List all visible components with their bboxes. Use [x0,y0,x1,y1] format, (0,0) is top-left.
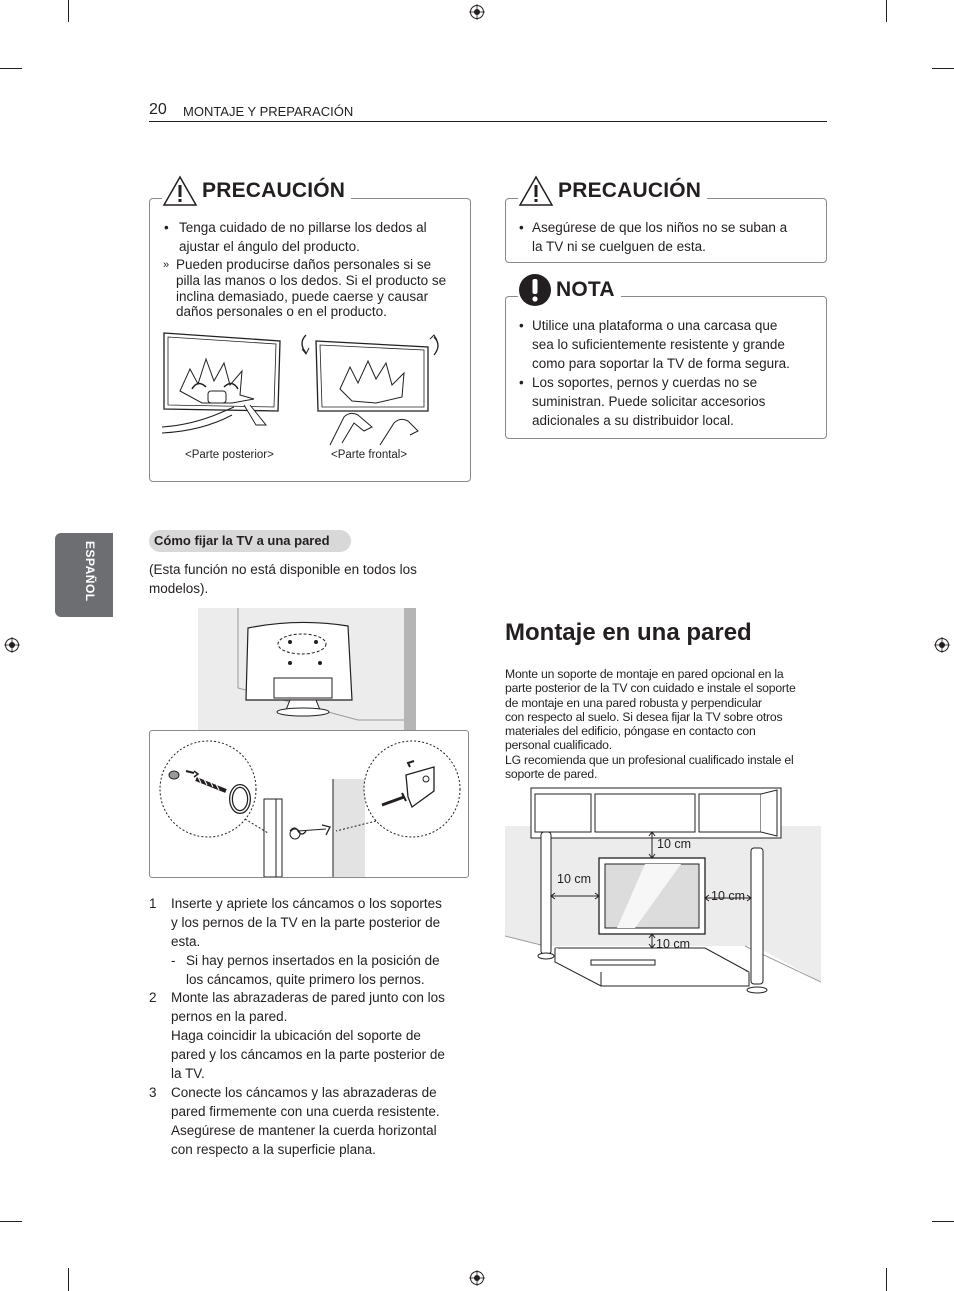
step-line: los cáncamos, quite primero los pernos. [186,972,425,987]
clearance-bottom-label: 10 cm [656,937,691,951]
step-line: Haga coincidir la ubicación del soporte de [171,1028,421,1043]
crop-mark [932,68,954,69]
note-line: sea lo suficientemente resistente y grande [532,337,785,352]
caution-subtext-line: daños personales o en el producto. [176,304,387,320]
step-line: Si hay pernos insertados en la posición de [186,953,440,968]
note-title: NOTA [556,278,615,301]
intro-line: modelos). [149,581,209,596]
step-line: con respecto a la superficie plana. [171,1142,376,1157]
tv-wall-illustration [198,608,416,730]
clearance-right-label: 10 cm [711,889,746,903]
caution-title: PRECAUCIÓN [202,179,346,202]
step-line: pernos en la pared. [171,1009,288,1024]
wall-mount-title: Montaje en una pared [505,619,752,646]
hardware-illustration-box [149,730,469,878]
step-text [171,1083,440,1159]
wall-mount-clearance-illustration [505,786,821,998]
registration-mark-icon [469,4,485,20]
subsection-pill: Cómo fijar la TV a una pared [149,530,351,552]
note-line: adicionales a su distribuidor local. [532,413,734,428]
step-line: y los pernos de la TV en la parte posterior de [171,915,441,930]
registration-mark-icon [4,637,20,653]
crop-mark [0,1221,22,1222]
caption-front: <Parte frontal> [331,449,408,461]
step-line: Monte las abrazaderas de pared junto con los [171,990,445,1005]
warning-triangle-icon [162,175,198,207]
clearance-left-label: 10 cm [557,872,592,886]
note-box [505,278,827,439]
warning-triangle-icon [518,175,554,207]
note-line: Los soportes, pernos y cuerdas no se [532,375,758,390]
paragraph-line: parte posterior de la TV con cuidado e instale el soporte [505,681,796,696]
step-text [171,894,442,951]
caution-subtext-line: pilla las manos o los dedos. Si el producto se [176,272,447,288]
step-line: pared firmemente con una cuerda resistente. [171,1104,440,1119]
caution-text: Tenga cuidado de no pillarse los dedos al [179,220,427,235]
header-rule [149,121,827,122]
step-line: Inserte y apriete los cáncamos o los soportes [171,896,442,911]
step-text [171,988,445,1083]
paragraph-line: personal cualificado. [505,738,612,753]
step-number: 1 [149,896,157,911]
crop-mark [0,68,22,69]
note-heading [518,273,621,307]
caution-box-right [505,179,827,263]
tv-rear-pinch-illustration [162,329,282,437]
crop-mark [932,1221,954,1222]
note-line: suministran. Puede solicitar accesorios [532,394,766,409]
caution-text: Asegúrese de que los niños no se suban a [532,220,788,235]
registration-mark-icon [469,1270,485,1286]
crop-mark [68,0,69,22]
step-line: Asegúrese de mantener la cuerda horizontal [171,1123,437,1138]
intro-line: (Esta función no está disponible en todos los [149,562,417,577]
step-number: 2 [149,990,157,1005]
note-line: como para soportar la TV de forma segura. [532,356,790,371]
wall-mount-paragraph [505,667,827,781]
crop-mark [886,0,887,22]
wall-fix-intro [149,560,417,598]
bullet-icon: • [519,220,524,235]
eyebolt-bracket-illustration [150,731,468,877]
caution-title: PRECAUCIÓN [558,179,702,202]
caution-box-left [149,179,471,482]
section-title: MONTAJE Y PREPARACIÓN [183,104,354,119]
clearance-top-label: 10 cm [657,837,692,851]
paragraph-line: soporte de pared. [505,767,598,782]
paragraph-line: LG recomienda que un profesional cualificado instale el [505,752,794,767]
crop-mark [68,1268,69,1291]
bullet-icon: • [519,375,524,390]
caution-heading [518,175,707,207]
sub-marker: » [163,259,170,271]
crop-mark [886,1268,887,1291]
step-line: la TV. [171,1066,205,1081]
caution-subtext-line: inclina demasiado, puede caerse y causar [176,288,429,304]
step-number: 3 [149,1085,157,1100]
bullet-icon: • [164,220,169,235]
step-text [186,951,440,989]
note-text [532,316,790,373]
exclamation-icon [518,273,552,307]
note-line: Utilice una plataforma o una carcasa que [532,318,778,333]
note-text [532,373,765,430]
step-line: Conecte los cáncamos y las abrazaderas de [171,1085,437,1100]
caution-text: ajustar el ángulo del producto. [179,239,360,254]
paragraph-line: Monte un soporte de montaje en pared opcional en la [505,667,784,681]
registration-mark-icon [934,637,950,653]
bullet-icon: • [519,318,524,333]
paragraph-line: con respecto al suelo. Si desea fijar la TV sobre otros [505,709,783,724]
language-tab [55,533,113,617]
caution-heading [162,175,351,207]
step-line: pared y los cáncamos en la parte posterior de [171,1047,445,1062]
caution-subtext-line: Pueden producirse daños personales si se [176,257,432,272]
language-tab-label: ESPAÑOL [83,541,97,602]
tv-front-pinch-illustration [300,327,452,447]
step-line: esta. [171,934,201,949]
caption-rear: <Parte posterior> [185,449,274,461]
caution-subtext [176,257,446,320]
step-dash: - [171,953,176,968]
page-number: 20 [149,101,167,118]
caution-text: la TV ni se cuelguen de esta. [532,239,706,254]
paragraph-line: materiales del edificio, póngase en contacto con [505,724,756,739]
paragraph-line: de montaje en una pared robusta y perpendicular [505,695,762,710]
